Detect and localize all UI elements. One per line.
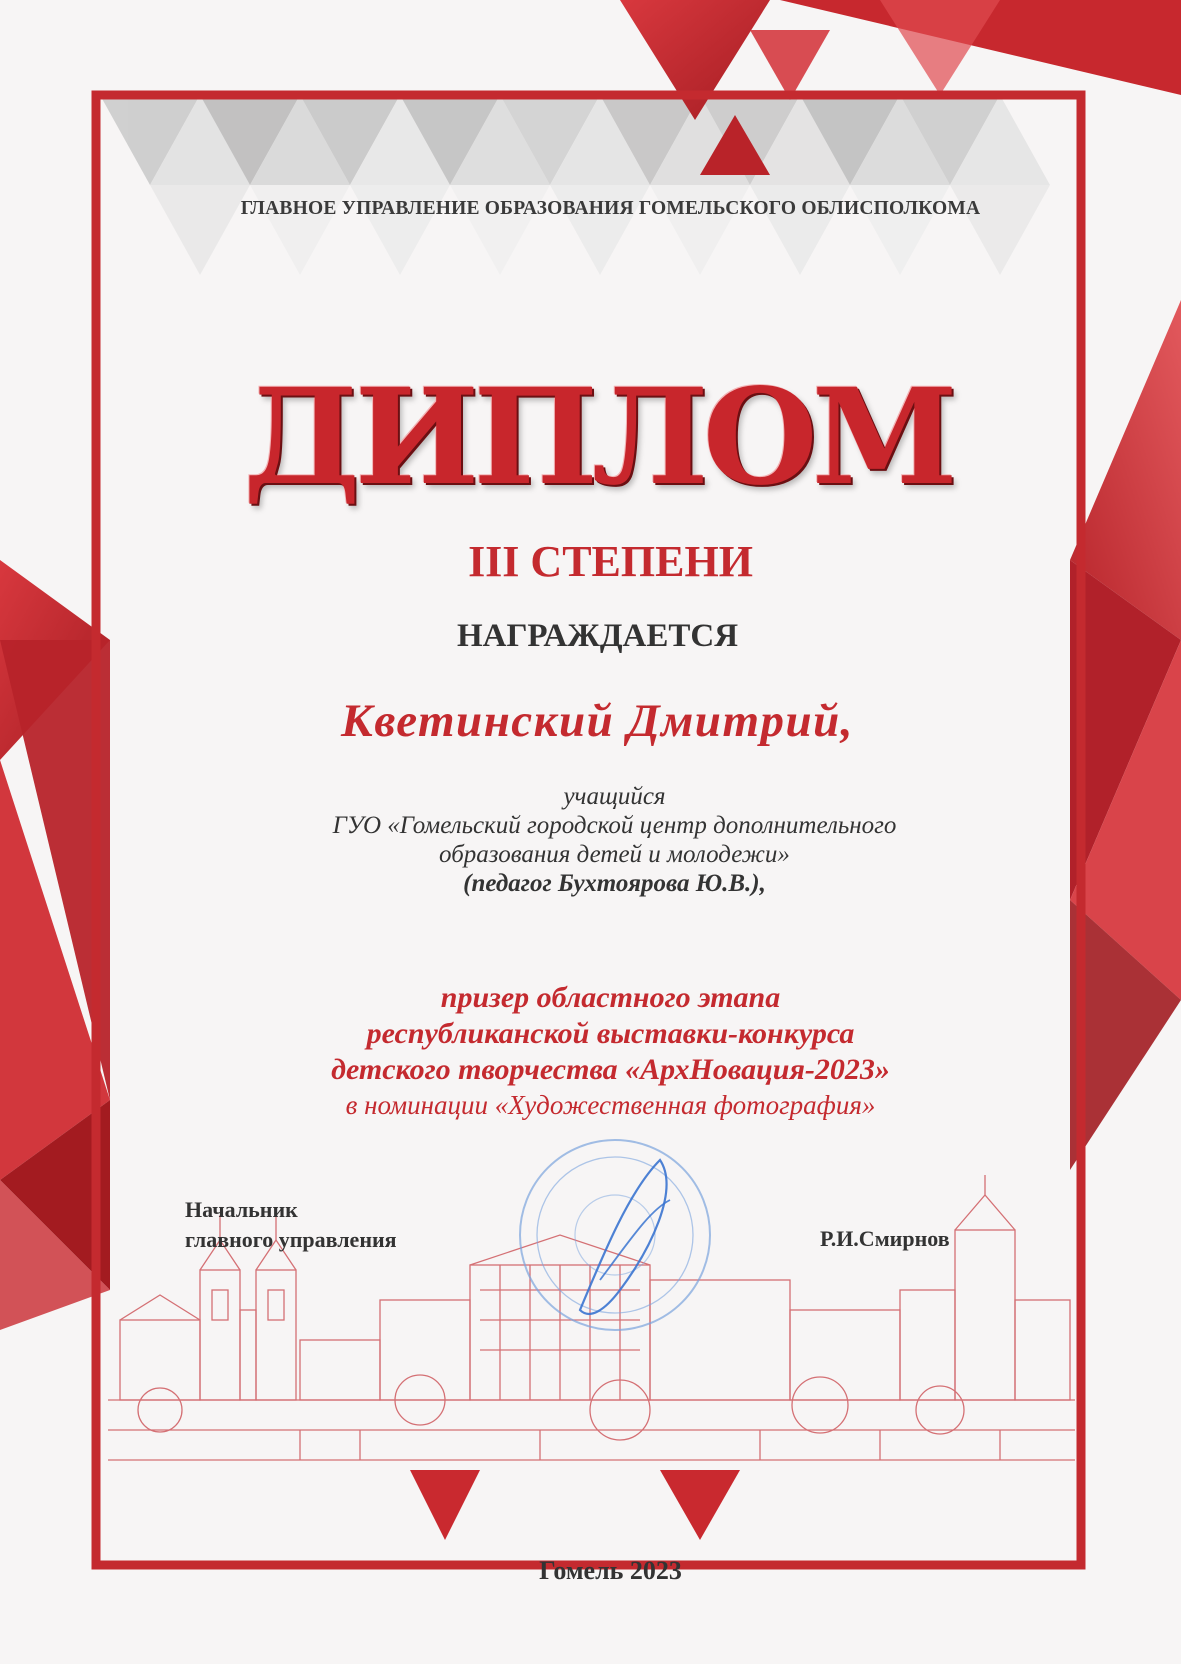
info-line: учащийся bbox=[563, 783, 666, 810]
info-line: ГУО «Гомельский городской центр дополнительного bbox=[332, 812, 897, 839]
nomination-line: в номинации «Художественная фотография» bbox=[345, 1090, 876, 1120]
info-line: образования детей и молодежи» bbox=[439, 841, 790, 868]
official-stamp bbox=[510, 1130, 720, 1340]
diploma-title: ДИПЛОМ bbox=[243, 360, 952, 515]
prize-line: призер областного этапа bbox=[440, 981, 781, 1014]
signatory-title-line: главного управления bbox=[185, 1227, 397, 1252]
recipient-info bbox=[0, 782, 1181, 898]
degree-label: III СТЕПЕНИ bbox=[468, 537, 753, 586]
prize-line: детского творчества «АрхНовация-2023» bbox=[331, 1053, 890, 1086]
city-year: Гомель 2023 bbox=[539, 1556, 682, 1585]
teacher-line: (педагог Бухтоярова Ю.В.), bbox=[463, 870, 766, 897]
signatory-title bbox=[185, 1195, 397, 1255]
recipient-name: Кветинский Дмитрий, bbox=[340, 695, 855, 747]
signature bbox=[580, 1160, 666, 1314]
signatory-title-line: Начальник bbox=[185, 1197, 298, 1222]
awarded-label: НАГРАЖДАЕТСЯ bbox=[456, 618, 739, 654]
signatory-name: Р.И.Смирнов bbox=[820, 1226, 950, 1251]
organization-header: ГЛАВНОЕ УПРАВЛЕНИЕ ОБРАЗОВАНИЯ ГОМЕЛЬСКОГО ОБЛИСПОЛКОМА bbox=[240, 198, 981, 219]
prize-line: республиканской выставки-конкурса bbox=[366, 1017, 855, 1050]
prize-description bbox=[0, 980, 1181, 1088]
